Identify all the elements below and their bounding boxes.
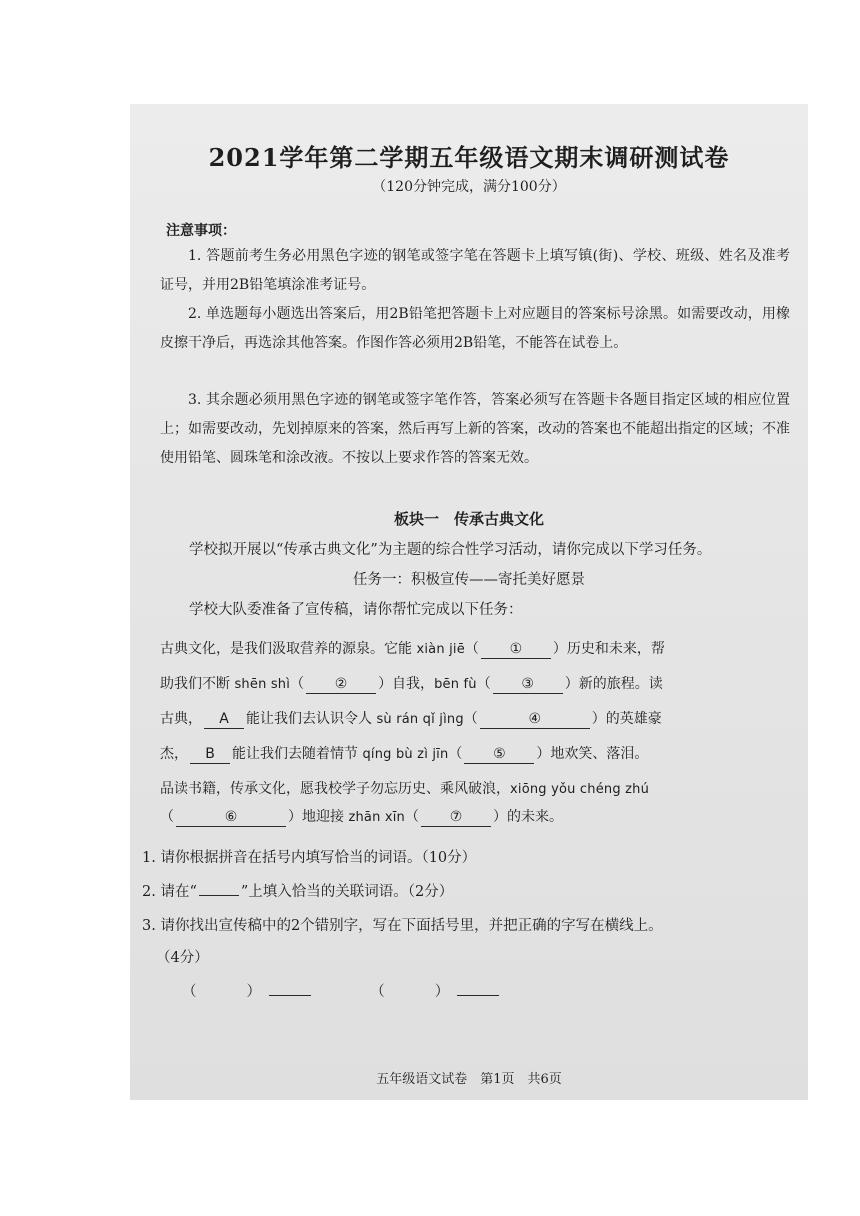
note-item-1: 1. 答题前考生务必用黑色字迹的钢笔或签字笔在答题卡上填写镇(街)、学校、班级、姓名及准考证号，并用2B铅笔填涂准考证号。 xyxy=(160,248,790,293)
passage-text: ）的未来。 xyxy=(493,809,563,825)
pinyin: zhān xīn xyxy=(348,810,405,825)
paren: ） xyxy=(246,984,261,1000)
paren: （ xyxy=(370,984,385,1000)
pinyin: shēn shì xyxy=(234,677,291,692)
page-title: 2021学年第二学期五年级语文期末调研测试卷 xyxy=(208,143,730,172)
section-title: 板块一 传承古典文化 xyxy=(393,510,544,528)
note-item-3: 3. 其余题必须用黑色字迹的钢笔或签字笔作答，答案必须写在答题卡各题目指定区域的相应位置上；如需要改动，先划掉原来的答案，然后再写上新的答案，改动的答案也不能超出指定的区域；不准使用铅笔、圆珠笔和涂改液。不按以上要求作答的答案无效。 xyxy=(160,392,790,466)
paren: （ xyxy=(448,746,463,762)
question-1: 1. 请你根据拼音在括号内填写恰当的词语。（10分） xyxy=(142,850,477,866)
passage-line-1 xyxy=(160,638,800,659)
page-footer: 五年级语文试卷 第1页 共6页 xyxy=(376,1072,562,1087)
passage-text: 古典文化，是我们汲取营养的源泉。它能 xyxy=(160,641,417,657)
blank-1[interactable]: ① xyxy=(481,640,551,659)
question-3: 3. 请你找出宣传稿中的2个错别字，写在下面括号里，并把正确的字写在横线上。 xyxy=(142,918,663,934)
passage-text: 能让我们去认识令人 xyxy=(246,711,377,727)
blank-7[interactable]: ⑦ xyxy=(421,808,491,827)
question-2-text: 2. 请在“ xyxy=(142,884,197,900)
task-title: 任务一：积极宣传——寄托美好愿景 xyxy=(353,572,585,588)
blank-3[interactable]: ③ xyxy=(493,675,563,694)
paren: （ xyxy=(476,676,491,692)
passage-line-3 xyxy=(160,708,800,729)
paren: （ xyxy=(160,809,174,825)
notes-heading: 注意事项： xyxy=(166,223,236,239)
paren: （ xyxy=(182,984,197,1000)
passage-line-6 xyxy=(160,806,800,827)
passage-text: 品读书籍，传承文化，愿我校学子勿忘历史、乘风破浪， xyxy=(160,781,510,797)
paren: （ xyxy=(290,676,305,692)
blank-6[interactable]: ⑥ xyxy=(176,808,286,827)
blank-4[interactable]: ④ xyxy=(480,710,590,729)
passage-line-5 xyxy=(160,778,800,798)
passage-text: ）的英雄豪 xyxy=(591,711,662,727)
section-intro: 学校拟开展以“传承古典文化”为主题的综合性学习活动，请你完成以下学习任务。 xyxy=(189,542,712,558)
blank-b[interactable]: B xyxy=(190,745,230,764)
passage-text: 能让我们去随着情节 xyxy=(232,746,363,762)
blank-a[interactable]: A xyxy=(204,710,244,729)
question-2-text: ”上填入恰当的关联词语。（2分） xyxy=(240,884,454,900)
question-3-points: （4分） xyxy=(156,950,209,966)
question-2 xyxy=(142,880,802,901)
passage-line-2 xyxy=(160,673,800,694)
passage-text: ）自我， xyxy=(378,676,435,692)
correct-char-2-line[interactable] xyxy=(457,995,499,996)
passage-text: 助我们不断 xyxy=(160,676,235,692)
pinyin: xiōng yǒu chéng zhú xyxy=(510,782,650,797)
paren: （ xyxy=(463,711,478,727)
task-brief: 学校大队委准备了宣传稿，请你帮忙完成以下任务： xyxy=(189,602,523,618)
paren: （ xyxy=(464,641,479,657)
correct-char-1-line[interactable] xyxy=(269,995,311,996)
exam-sheet xyxy=(130,104,808,1100)
passage-text: ）地迎接 xyxy=(288,809,349,825)
pinyin: sù rán qǐ jìng xyxy=(376,712,464,727)
passage-text: ）历史和未来，帮 xyxy=(552,641,665,657)
blank-2[interactable]: ② xyxy=(306,675,376,694)
pinyin: xiàn jiē xyxy=(416,642,465,657)
paren: ） xyxy=(434,984,450,1000)
pinyin: qíng bù zì jīn xyxy=(362,747,449,762)
passage-text: 古典， xyxy=(160,711,202,727)
passage-text: ）地欢笑、落泪。 xyxy=(536,746,649,762)
note-item-2: 2. 单选题每小题选出答案后，用2B铅笔把答题卡上对应题目的答案标号涂黑。如需要改动，用橡皮擦干净后，再选涂其他答案。作图作答必须用2B铅笔，不能答在试卷上。 xyxy=(160,306,790,351)
passage-line-4 xyxy=(160,743,800,764)
paren: （ xyxy=(405,809,419,825)
answer-row xyxy=(182,980,499,1001)
page-subtitle: （120分钟完成，满分100分） xyxy=(372,179,566,195)
blank-5[interactable]: ⑤ xyxy=(464,745,534,764)
passage-text: 杰， xyxy=(160,746,188,762)
passage-text: ）新的旅程。读 xyxy=(564,676,663,692)
question-2-blank[interactable] xyxy=(199,895,239,896)
pinyin: bēn fù xyxy=(434,677,477,692)
